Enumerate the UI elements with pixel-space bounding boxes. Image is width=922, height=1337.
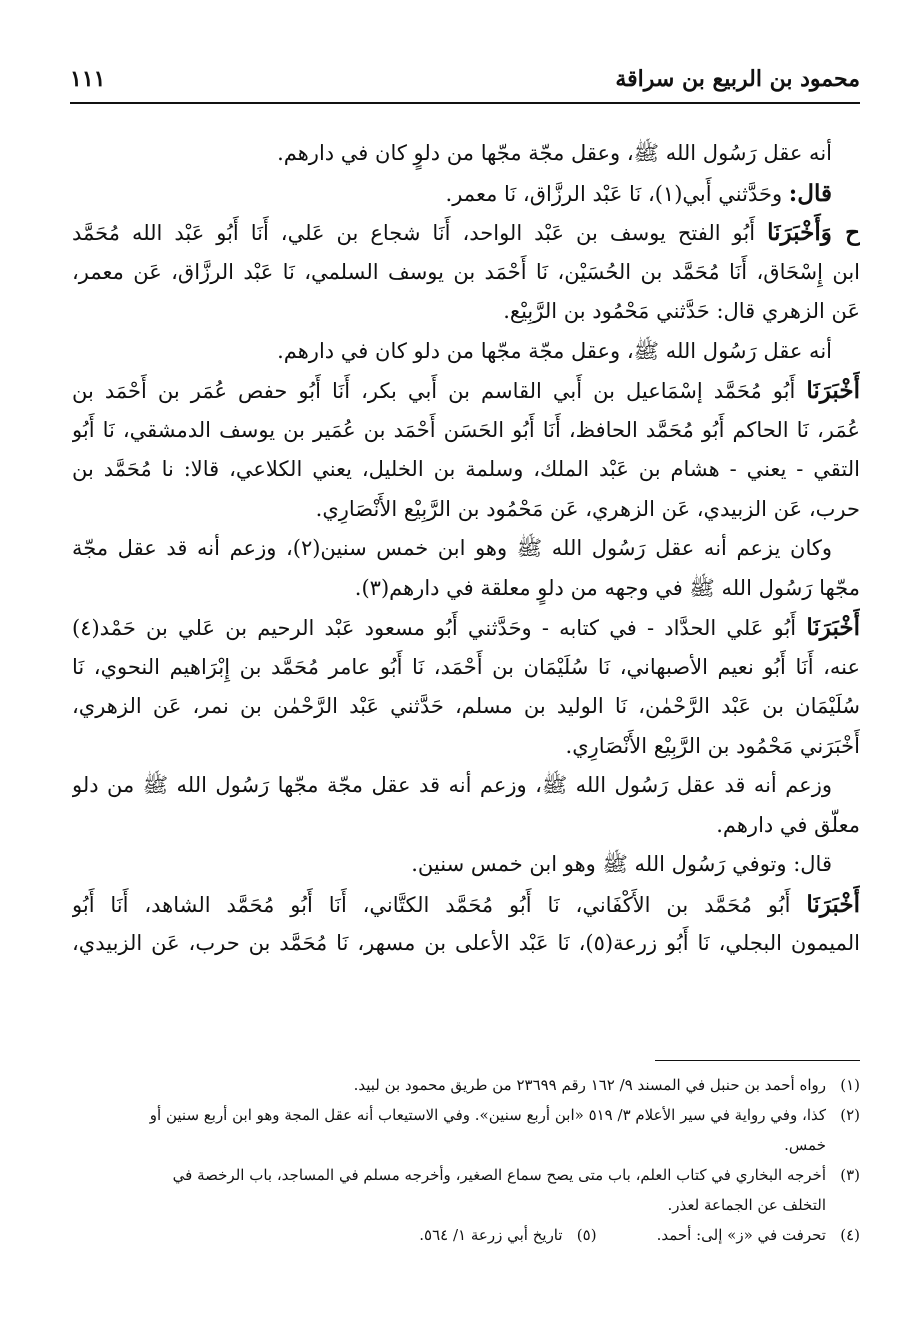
text-line: ابن إِسْحَاق، أَنَا مُحَمَّد بن الحُسَيْن، نَا أَحْمَد بن يوسف السلمي، نَا عَبْد الرزَّاق، عَن معمر،: [72, 259, 860, 284]
footnote-separator: [655, 1060, 860, 1061]
page-header: [70, 60, 860, 104]
text-line: وكان يزعم أنه عقل رَسُول الله ﷺ وهو ابن خمس سنين(٢)، وزعم أنه قد عقل مجّة: [72, 536, 832, 560]
text-line: معلّق في دارهم.: [716, 812, 860, 837]
narration-lead: أَخْبَرَنَا: [806, 377, 860, 404]
text-line: عنه، أَنَا أَبُو نعيم الأصبهاني، نَا سُلَيْمَان بن أَحْمَد، نَا أَبُو عامر مُحَمَّد بن إِبْرَاهيم النحوي، نَا: [72, 654, 860, 679]
text-line: الميمون البجلي، نَا أَبُو زرعة(٥)، نَا عَبْد الأعلى بن مسهر، نَا مُحَمَّد بن حرب، عَن الزبيدي،: [72, 931, 860, 955]
running-title: محمود بن الربيع بن سراقة: [615, 66, 860, 92]
footnotes-4-5: [72, 1220, 860, 1250]
main-text: [72, 134, 860, 964]
text-line: حرب، عَن الزبيدي، عَن الزهري، عَن مَحْمُود بن الرَّبِيْع الأَنْصَارِي.: [315, 496, 860, 521]
footnote-5: (٥)تاريخ أبي زرعة ١/ ٥٦٤.: [419, 1226, 597, 1244]
text-line: أَخْبَرَنَا أَبُو مُحَمَّد بن الأَكْفَاني، نَا أَبُو مُحَمَّد الكتَّاني، أَنَا أَبُو مُحَمَّد الشاهد، أَنَا أَبُو: [72, 890, 860, 918]
narration-lead: أَخْبَرَنَا: [806, 890, 860, 918]
page-number: ١١١: [70, 66, 106, 92]
footnote-2-continued: خمس.: [784, 1136, 826, 1154]
footnote-4: (٤)تحرفت في «ز» إلى: أحمد.: [656, 1226, 860, 1244]
footnotes: [72, 1070, 860, 1250]
text-line: التقي - يعني - هشام بن عَبْد الملك، وسلمة بن الخليل، يعني الكلاعي، قالا: نا مُحَمَّد بن: [72, 457, 860, 481]
footnote-1: (١)رواه أحمد بن حنبل في المسند ٩/ ١٦٢ رقم ٢٣٦٩٩ من طريق محمود بن لبيد.: [353, 1076, 860, 1094]
text-line: أَخْبَرَنَا أَبُو مُحَمَّد إسْمَاعيل بن أَبي القاسم بن أَبي بكر، أَنَا أَبُو حفص عُمَر بن أَحْمَد بن: [72, 377, 860, 404]
text-line: أنه عقل رَسُول الله ﷺ، وعقل مجّة مجّها من دلو كان في دارهم.: [277, 338, 832, 363]
text-line: أنه عقل رَسُول الله ﷺ، وعقل مجّة مجّها من دلوٍ كان في دارهم.: [277, 141, 832, 165]
narration-lead: ح وَأَخْبَرَنَا: [767, 219, 860, 246]
narration-lead: أَخْبَرَنَا: [806, 614, 860, 641]
text-line: وزعم أنه قد عقل رَسُول الله ﷺ، وزعم أنه قد عقل مجّة مجّها رَسُول الله ﷺ من دلو: [72, 773, 832, 797]
footnote-3: (٣)أخرجه البخاري في كتاب العلم، باب متى يصح سماع الصغير، وأخرجه مسلم في المساجد، باب الرخصة في: [172, 1166, 860, 1184]
text-line: أَخْبَرَني مَحْمُود بن الرَّبِيْع الأَنْصَارِي.: [565, 733, 860, 758]
text-line: أَخْبَرَنَا أَبُو عَلي الحدَّاد - في كتابه - وحَدَّثني أَبُو مسعود عَبْد الرحيم بن عَلي بن حَمْد(٤): [72, 614, 860, 641]
text-line: مجّها رَسُول الله ﷺ في وجهه من دلوٍ معلقة في دارهم(٣).: [354, 575, 860, 600]
footnote-3-continued: التخلف عن الجماعة لعذر.: [667, 1196, 826, 1214]
text-line: ح وَأَخْبَرَنَا أَبُو الفتح يوسف بن عَبْد الواحد، أَنَا شجاع بن عَلي، أَنَا أَبُو عَبْد الله مُحَمَّد: [72, 219, 860, 246]
footnote-2: (٢)كذا، وفي رواية في سير الأعلام ٣/ ٥١٩ «ابن أربع سنين». وفي الاستيعاب أنه عقل المجة وهو ابن أربع سنين أو: [149, 1106, 860, 1124]
text-line: سُلَيْمَان بن عَبْد الرَّحْمٰن، نَا الوليد بن مسلم، حَدَّثني عَبْد الرَّحْمٰن بن نمر، عَن الزهري،: [72, 694, 860, 718]
text-line: قال: وحَدَّثني أَبي(١)، نَا عَبْد الرزَّاق، نَا معمر.: [445, 179, 832, 207]
text-line: قال: وتوفي رَسُول الله ﷺ وهو ابن خمس سنين.: [411, 852, 832, 876]
narration-lead: قال:: [788, 179, 832, 207]
text-line: عُمَر، نَا الحاكم أَبُو مُحَمَّد الحافظ، أَنَا أَبُو الحَسَن أَحْمَد بن عُمَير بن يوسف الدمشقي، نَا أَبُو: [72, 417, 860, 442]
text-line: عَن الزهري قال: حَدَّثني مَحْمُود بن الرَّبِيْع.: [503, 299, 860, 323]
